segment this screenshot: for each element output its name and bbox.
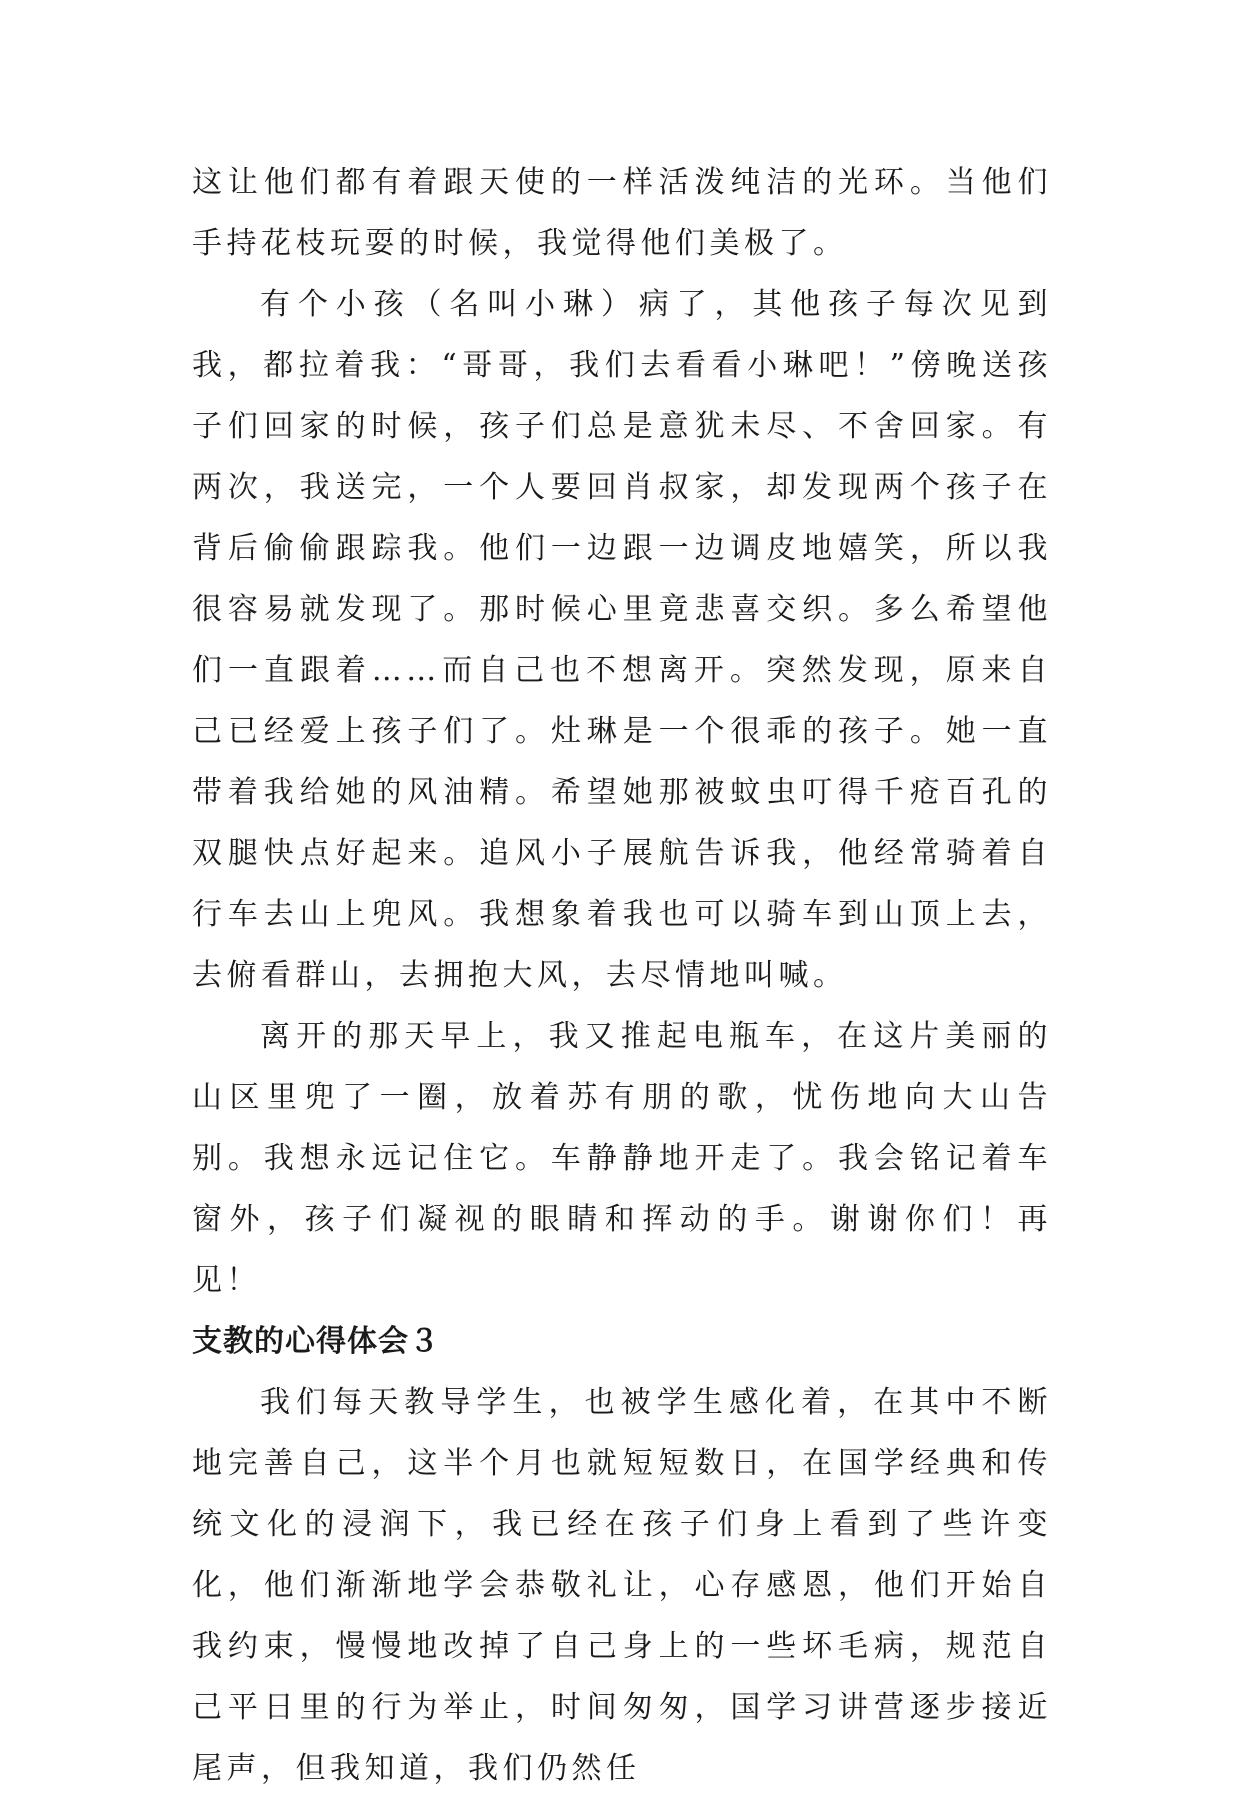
paragraph-farewell: 离开的那天早上，我又推起电瓶车，在这片美丽的山区里兜了一圈，放着苏有朋的歌，忧伤地向大山告别。我想永远记住它。车静静地开走了。我会铭记着车窗外，孩子们凝视的眼睛和挥动的手。谢谢你们！再见！ xyxy=(192,1019,1052,1298)
section-heading: 支教的心得体会３ xyxy=(192,1324,440,1359)
paragraph-sick-child: 有个小孩（名叫小琳）病了，其他孩子每次见到我，都拉着我：“哥哥，我们去看看小琳吧！”傍晚送孩子们回家的时候，孩子们总是意犹未尽、不舍回家。有两次，我送完，一个人要回肖叔家，却发现两个孩子在背后偷偷跟踪我。他们一边跟一边调皮地嬉笑，所以我很容易就发现了。那时候心里竟悲喜交织。多么希望他们一直跟着……而自己也不想离开。突然发现，原来自己已经爱上孩子们了。灶琳是一个很乖的孩子。她一直带着我给她的风油精。希望她那被蚊虫叮得千疮百孔的双腿快点好起来。追风小子展航告诉我，他经常骑着自行车去山上兜风。我想象着我也可以骑车到山顶上去，去俯看群山，去拥抱大风，去尽情地叫喊。 xyxy=(192,287,1052,993)
document-body xyxy=(192,152,1052,1799)
paragraph-continuation: 这让他们都有着跟天使的一样活泼纯洁的光环。当他们手持花枝玩耍的时候，我觉得他们美极了。 xyxy=(192,165,1052,261)
paragraph-teaching: 我们每天教导学生，也被学生感化着，在其中不断地完善自己，这半个月也就短短数日，在国学经典和传统文化的浸润下，我已经在孩子们身上看到了些许变化，他们渐渐地学会恭敬礼让，心存感恩，他们开始自我约束，慢慢地改掉了自己身上的一些坏毛病，规范自己平日里的行为举止，时间匆匆，国学习讲营逐步接近尾声，但我知道，我们仍然任 xyxy=(192,1385,1052,1786)
